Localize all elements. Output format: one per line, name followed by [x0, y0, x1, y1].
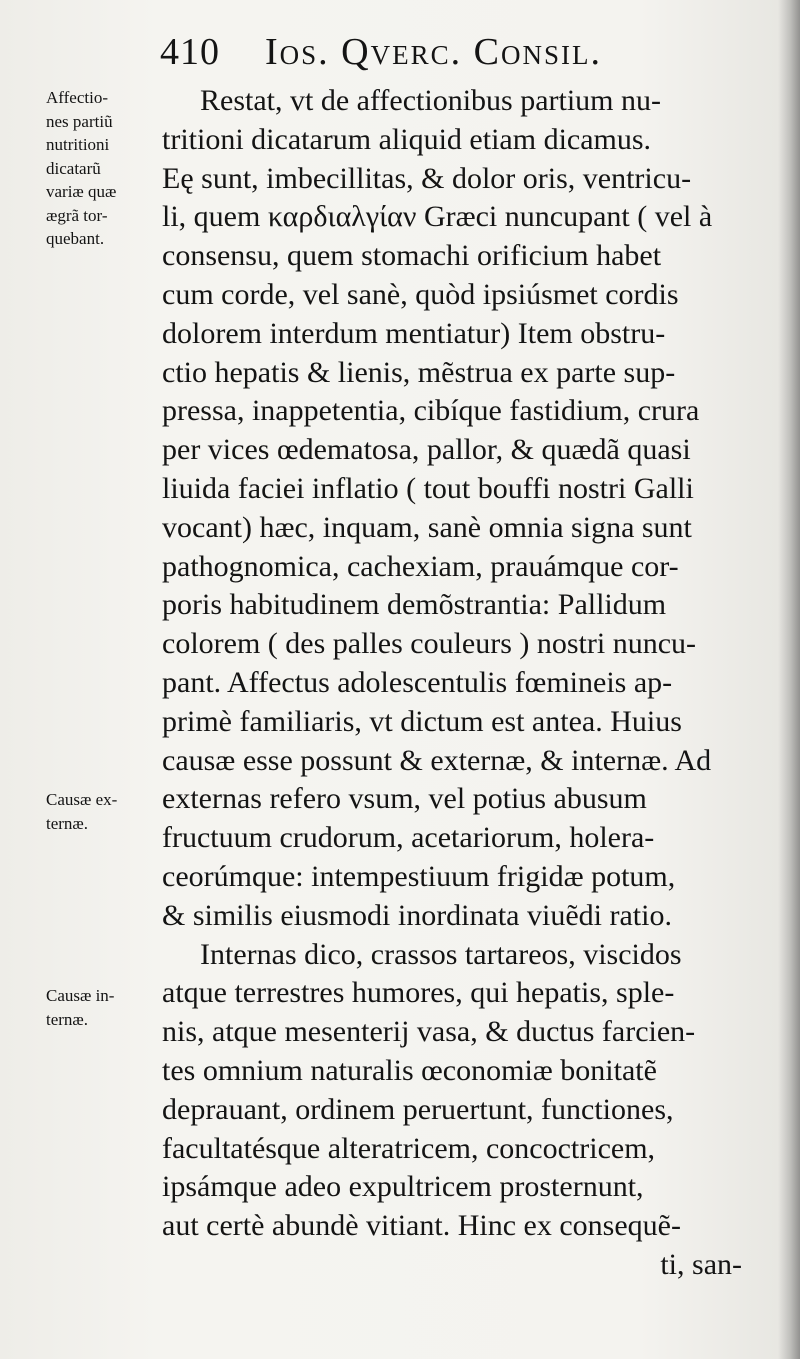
margin-note-line: Causæ ex- [46, 790, 118, 809]
text-line: fructuum crudorum, acetariorum, holera- [162, 821, 655, 855]
margin-note-line: nutritioni [46, 135, 110, 154]
text-line: liuida faciei inflatio ( tout bouffi nostri Galli [162, 471, 694, 505]
text-line: aut certè abundè vitiant. Hinc ex consequẽ- [162, 1209, 681, 1243]
text-line: nis, atque mesenterij vasa, & ductus farcien- [162, 1015, 696, 1049]
text-line: primè familiaris, vt dictum est antea. Huius [162, 704, 682, 738]
margin-note-line: ternæ. [46, 1009, 89, 1029]
margin-note-line: quebant. [46, 229, 105, 248]
text-line: atque terrestres humores, qui hepatis, sple- [162, 976, 675, 1010]
margin-note-line: nes partiũ [46, 111, 113, 131]
margin-note-line: Causæ in- [46, 986, 115, 1005]
margin-note-causae-internae [46, 984, 158, 1031]
text-line: poris habitudinem demõstrantia: Pallidum [162, 588, 667, 622]
margin-note-line: variæ quæ [46, 182, 117, 201]
page-shadow-edge [778, 0, 800, 1359]
text-line: externas refero vsum, vel potius abusum [162, 782, 647, 816]
text-line: dolorem interdum mentiatur) Item obstru- [162, 316, 666, 350]
text-line: facultatésque alteratricem, concoctricem, [162, 1131, 656, 1165]
page-header [160, 30, 780, 80]
text-line: & similis eiusmodi inordinata viuẽdi ratio. [162, 898, 672, 932]
text-line: tes omnium naturalis œconomiæ bonitatẽ [162, 1053, 657, 1087]
text-line: pathognomica, cachexiam, prauámque cor- [162, 549, 679, 583]
text-line: Internas dico, crassos tartareos, viscidos [200, 937, 682, 971]
main-text-block [162, 82, 772, 1285]
text-line: ctio hepatis & lienis, mẽstrua ex parte sup- [162, 355, 676, 389]
text-line: Restat, vt de affectionibus partium nu- [200, 84, 662, 117]
margin-note-line: ægrã tor- [46, 205, 108, 225]
text-line: Eę sunt, imbecillitas, & dolor oris, ventricu- [162, 161, 692, 195]
text-line: deprauant, ordinem peruertunt, functiones, [162, 1092, 674, 1126]
margin-note-line: Affectio- [46, 88, 108, 107]
margin-note-affectiones [46, 86, 158, 251]
text-line: vocant) hæc, inquam, sanè omnia signa sunt [162, 510, 692, 544]
catchword: ti, san- [660, 1247, 742, 1281]
text-line: pant. Affectus adolescentulis fœmineis ap- [162, 665, 673, 699]
running-title: Ios. Qverc. Consil. [265, 31, 602, 73]
text-line: per vices œdematosa, pallor, & quædã quasi [162, 433, 691, 467]
text-line: ipsámque adeo expultricem prosternunt, [162, 1170, 644, 1204]
margin-note-line: ternæ. [46, 813, 89, 833]
margin-note-causae-externae [46, 788, 158, 835]
text-line: ceorúmque: intempestiuum frigidæ potum, [162, 859, 676, 893]
text-line: causæ esse possunt & externæ, & internæ. Ad [162, 743, 712, 777]
text-line: colorem ( des palles couleurs ) nostri nuncu- [162, 627, 697, 661]
page-number: 410 [160, 31, 220, 73]
text-line: cum corde, vel sanè, quòd ipsiúsmet cordis [162, 277, 679, 311]
text-line: consensu, quem stomachi orificium habet [162, 239, 662, 273]
margin-note-line: dicatarũ [46, 158, 101, 178]
text-line: tritioni dicatarum aliquid etiam dicamus. [162, 122, 652, 156]
text-line: li, quem καρδιαλγίαν Græci nuncupant ( vel à [162, 200, 713, 234]
text-line: pressa, inappetentia, cibíque fastidium, crura [162, 394, 700, 428]
